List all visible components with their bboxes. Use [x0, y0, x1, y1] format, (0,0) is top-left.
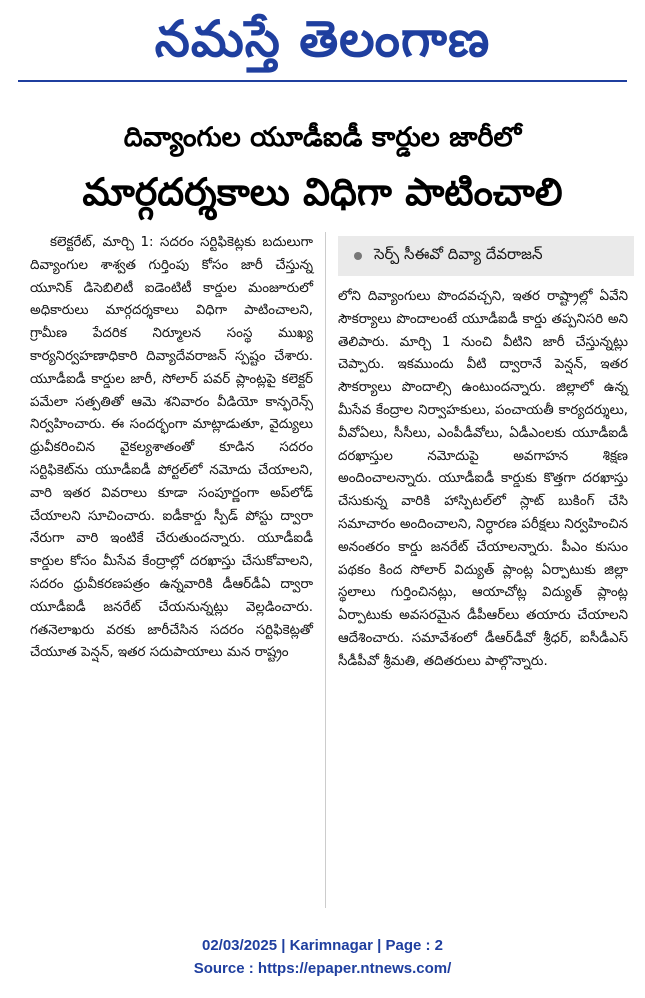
footer-date-edition: 02/03/2025 | Karimnagar | Page : 2	[201, 937, 444, 954]
bullet-icon	[354, 252, 362, 260]
article-body-left: కలెక్టరేట్, మార్చి 1: సదరం సర్టిఫికెట్లకు బదులుగా దివ్యాంగుల శాశ్వత గుర్తింపు కోసం జారీ చేస్తున్న యూనిక్ డిసెబిలిటీ ఐడెంటిటీ కార్డుల మంజూరులో అధికారులు మార్గదర్శకాలు విధిగా పాటించాలని, గ్రామీణ పేదరిక నిర్మూలన సంస్థ ముఖ్య కార్యనిర్వహణాధికారి దివ్యాదేవరాజన్ స్పష్టం చేశారు. యూడీఐడీ కార్డుల జారీ, సోలార్ పవర్ ప్లాంట్లపై కలెక్టర్ పమేలా సత్పతితో ఆమె శనివారం వీడియో కాన్ఫరెన్స్ నిర్వహించారు. ఈ సందర్భంగా మాట్లాడుతూ, వైద్యులు ధ్రువీకరించిన వైకల్యశాతంతో కూడిన సదరం సర్టిఫికెట్‌ను యూడీఐడీ పోర్టల్‌లో నమోదు చేయాలని, వారి ఇతర వివరాలు కూడా సంపూర్ణంగా అప్‌లోడ్ చేయాలని సూచించారు. ఐడీకార్డు స్పీడ్ పోస్టు ద్వారా నేరుగా వారి ఇంటికే చేరుతుందన్నారు. యూడీఐడీ కార్డుల కోసం మీసేవ కేంద్రాల్లో దరఖాస్తు చేసుకోవాలని, సదరం ధ్రువీకరణపత్రం ఉన్నవారికి డీఆర్‌డీఏ ద్వారా యూడీఐడీ జనరేట్ చేయనున్నట్లు వెల్లడించారు. గతనెలాఖరు వరకు జారీచేసిన సదరం సర్టిఫికెట్లతో చేయూత పెన్షన్, ఇతర సదుపాయాలు మన రాష్ట్రం	[30, 235, 313, 661]
article-subheadline: దివ్యాంగుల యూడీఐడీ కార్డుల జారీలో	[123, 122, 522, 153]
article-body-right-column	[338, 286, 628, 674]
masthead-rule	[18, 80, 627, 82]
article-headline: మార్గదర్శకాలు విధిగా పాటించాలి	[82, 170, 563, 214]
article-body-right: లోని దివ్యాంగులు పొందవచ్చని, ఇతర రాష్ట్రాల్లో ఏవేని సౌకర్యాలు పొందాలంటే యూడీఐడీ కార్డు తప్పనిసరి అని తెలిపారు. మార్చి 1 నుంచి వీటిని జారీ చేస్తున్నట్లు చెప్పారు. ఇకముందు వీటి ద్వారానే పెన్షన్, ఇతర సౌకర్యాలు పొందాల్సి ఉంటుందన్నారు. జిల్లాలో ఉన్న మీసేవ కేంద్రాల నిర్వాహకులు, పంచాయతీ కార్యదర్శులు, వీవోఏలు, సీసీలు, ఎంపీడీవోలు, ఏడీఎంలకు యూడీఐడీ దరఖాస్తుల నమోదుపై అవగాహన శిక్షణ అందించాలన్నారు. యూడీఐడీ కార్డుకు కొత్తగా దరఖాస్తు చేసుకున్న వారికి హాస్పిటల్‌లో స్లాట్ బుకింగ్ చేసి సమాచారం అందించాలని, నిర్ధారణ పరీక్షలు నిర్వహించిన అనంతరం కార్డు జనరేట్ చేయాలన్నారు. పీఎం కుసుం పథకం కింద సోలార్ విద్యుత్ ప్లాంట్ల ఏర్పాటుకు జిల్లా స్థలాలు గుర్తించినట్లు, ఆయాచోట్ల విద్యుత్ ప్లాంట్ల ఏర్పాటుకు అవసరమైన డీపీఆర్‌లు తయారు చేయాలని ఆదేశించారు. సమావేశంలో డీఆర్‌డీవో శ్రీధర్, ఐసీడీఎస్ సీడీపీవో శ్రీమతి, తదితరులు పాల్గొన్నారు.	[338, 289, 628, 669]
attribution-box	[338, 236, 634, 276]
masthead-title: నమస్తే తెలంగాణ	[154, 9, 491, 68]
footer-source: Source : https://epaper.ntnews.com/	[193, 960, 452, 977]
column-divider	[325, 232, 326, 908]
article-body-left-column	[30, 232, 313, 665]
attribution-text: సెర్ప్ సీఈవో దివ్యా దేవరాజన్	[374, 245, 543, 263]
